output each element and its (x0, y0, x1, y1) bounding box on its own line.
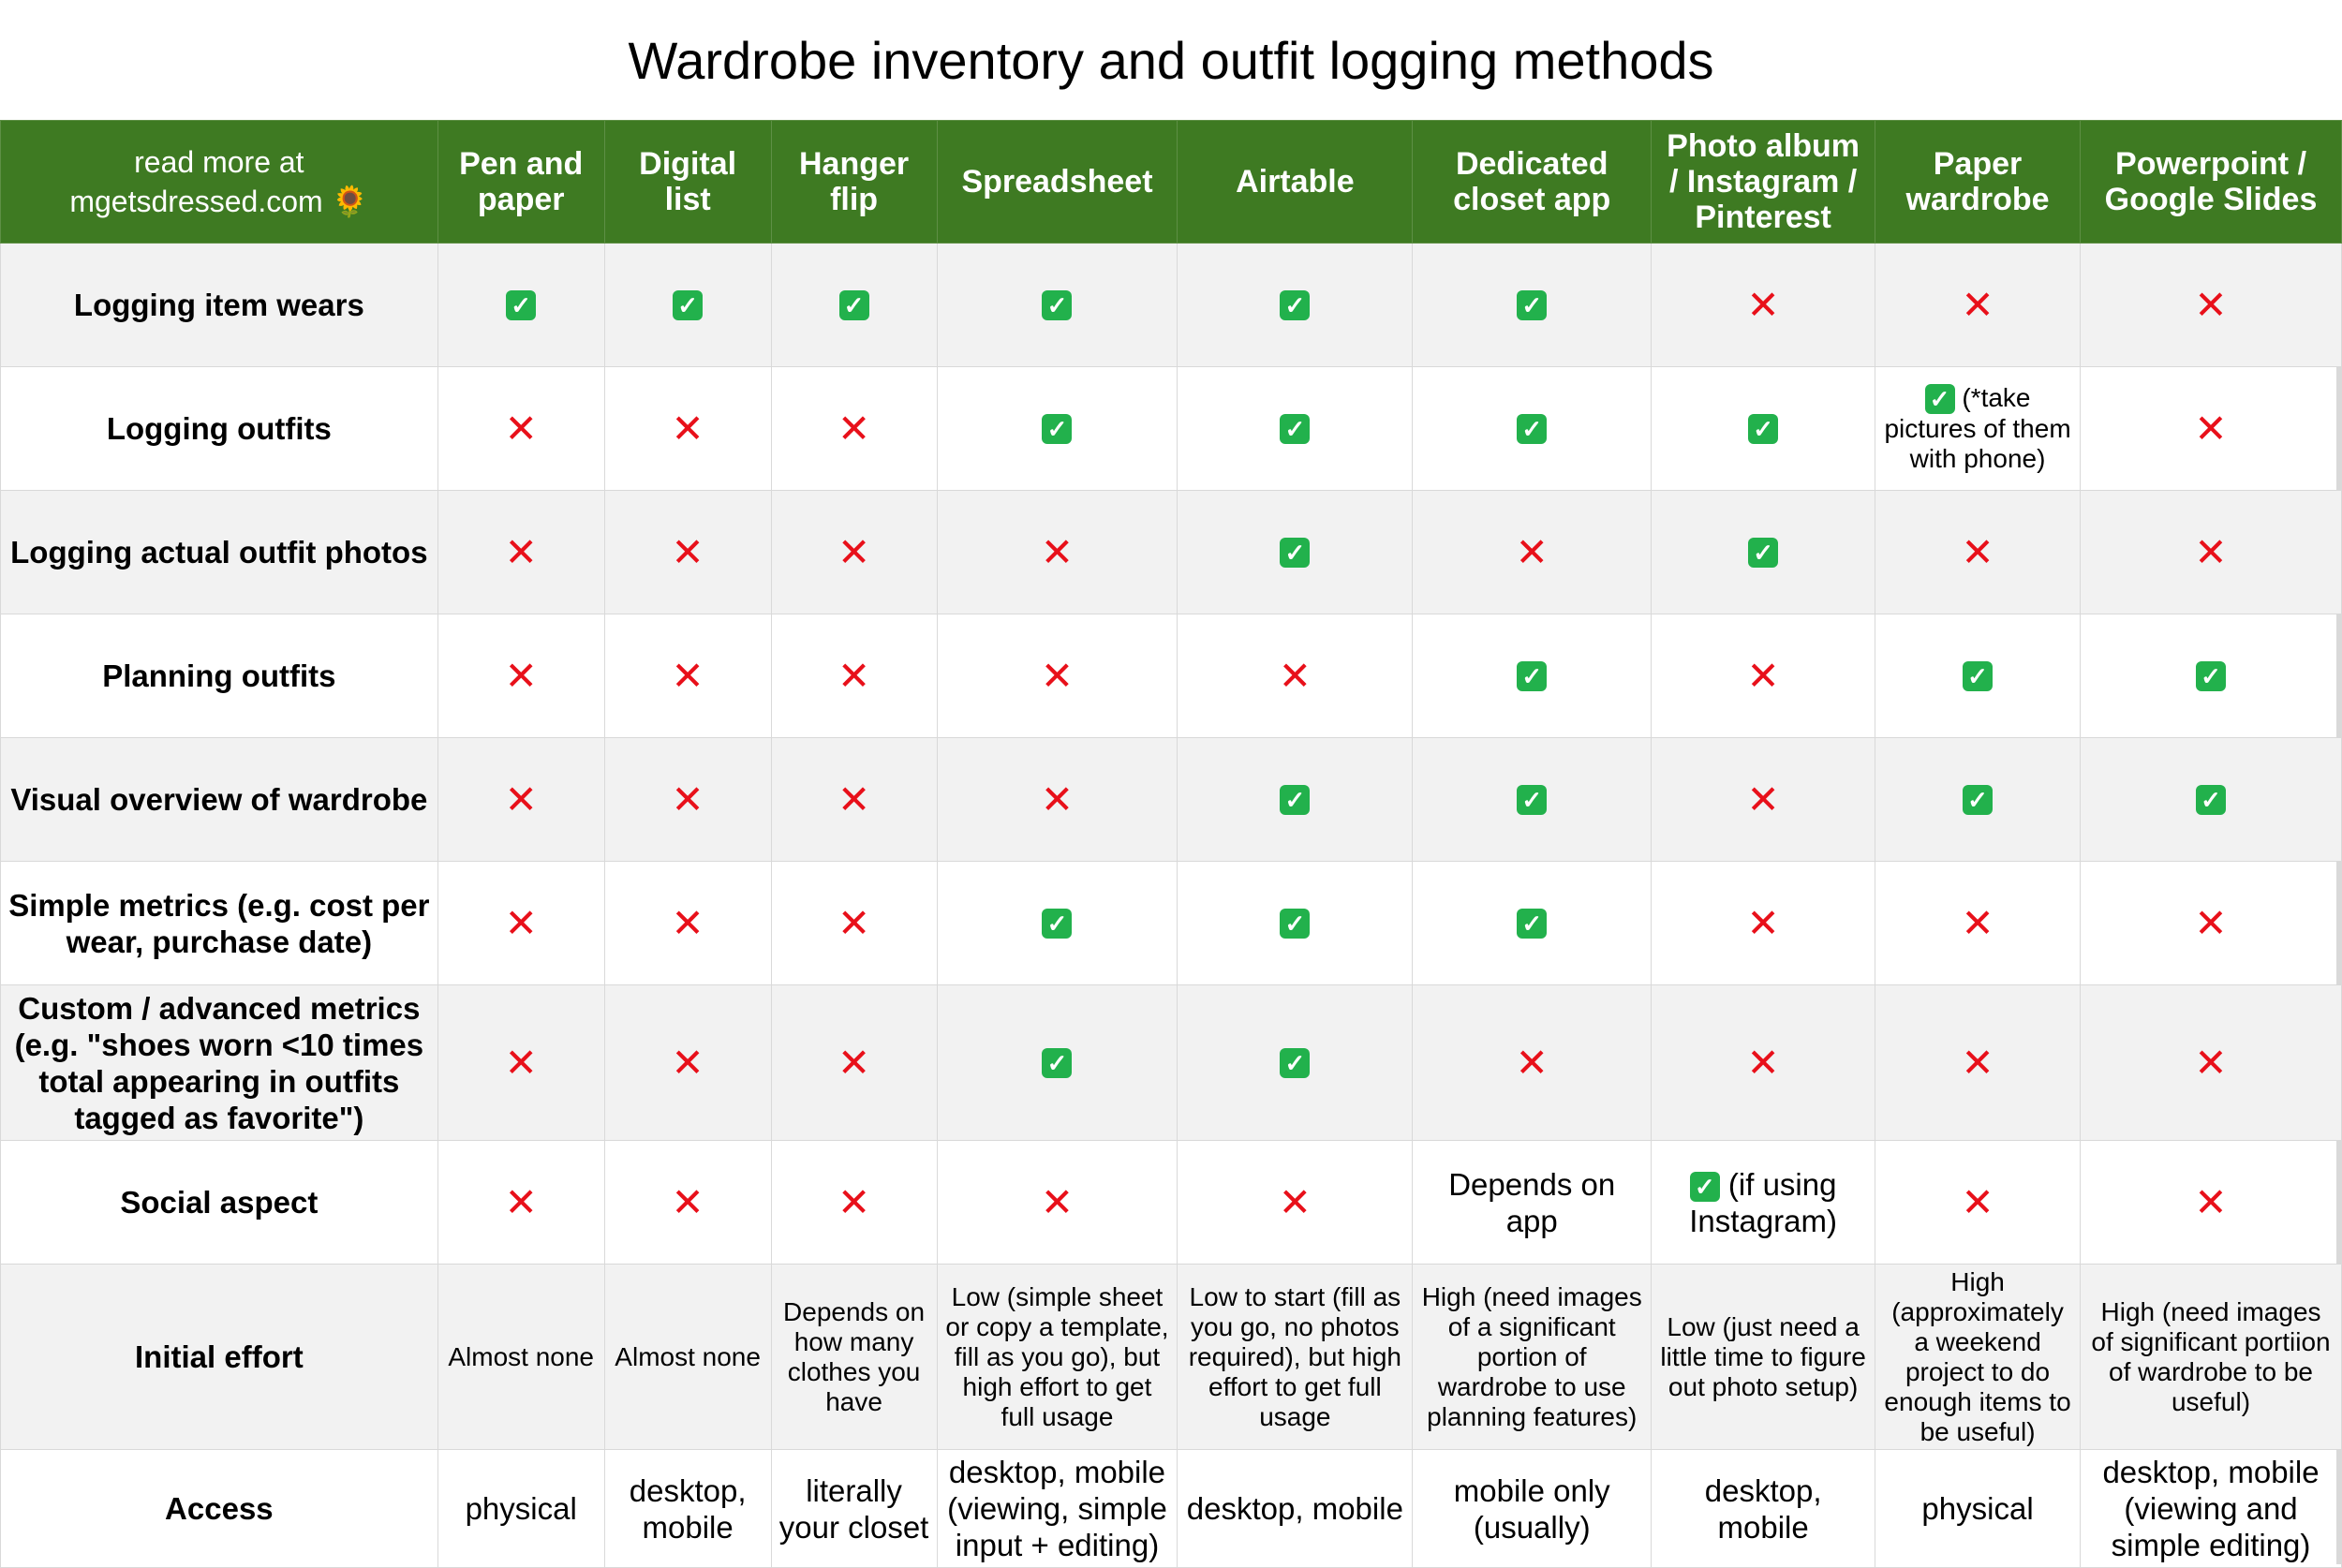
cross-icon: ✕ (1515, 528, 1549, 575)
table-cell[interactable] (1652, 1265, 1875, 1450)
table-cell[interactable] (1875, 1265, 2081, 1450)
cross-icon: ✕ (837, 1039, 871, 1086)
table-cell[interactable] (2081, 1141, 2342, 1265)
table-cell[interactable] (771, 367, 937, 491)
table-cell[interactable] (771, 1265, 937, 1450)
column-header[interactable]: Dedicated closet app (1413, 121, 1652, 244)
table-cell[interactable] (1413, 862, 1652, 985)
cross-icon: ✕ (2194, 899, 2228, 946)
table-row (1, 367, 2342, 491)
checkmark-icon: ✓ (1963, 785, 1993, 815)
effort-text: Low to start (fill as you go, no photos required), but high effort to get full usage (1188, 1281, 1401, 1431)
table-cell[interactable] (437, 491, 604, 614)
table-cell[interactable] (1413, 738, 1652, 862)
table-cell[interactable] (604, 244, 771, 367)
checkmark-icon: ✓ (1042, 414, 1072, 444)
cross-icon: ✕ (504, 1178, 538, 1225)
cross-icon: ✕ (1278, 652, 1312, 699)
cross-icon: ✕ (837, 899, 871, 946)
row-label: Custom / advanced metrics (e.g. "shoes worn <10 times total appearing in outfits tagged as favorite") (1, 985, 438, 1141)
cross-icon: ✕ (504, 528, 538, 575)
checkmark-icon: ✓ (1280, 290, 1310, 320)
column-header[interactable]: Spreadsheet (937, 121, 1178, 244)
table-cell[interactable] (604, 614, 771, 738)
table-cell[interactable] (771, 614, 937, 738)
cross-icon: ✕ (1961, 528, 1994, 575)
effort-text: Low (just need a little time to figure out photo setup) (1660, 1311, 1866, 1401)
checkmark-icon: ✓ (1690, 1172, 1720, 1202)
table-cell[interactable] (1875, 367, 2081, 491)
table-cell[interactable] (1413, 367, 1652, 491)
table-cell[interactable] (1875, 1141, 2081, 1265)
table-cell[interactable] (1875, 862, 2081, 985)
cross-icon: ✕ (504, 652, 538, 699)
table-cell[interactable] (2081, 367, 2342, 491)
table-row (1, 738, 2342, 862)
column-header[interactable]: Powerpoint / Google Slides (2081, 121, 2342, 244)
table-cell[interactable] (1178, 244, 1413, 367)
table-cell[interactable] (1413, 614, 1652, 738)
sunflower-icon: 🌻 (331, 184, 369, 219)
cross-icon: ✕ (671, 652, 704, 699)
checkmark-icon: ✓ (1517, 785, 1547, 815)
cross-icon: ✕ (671, 528, 704, 575)
checkmark-icon: ✓ (2196, 661, 2226, 691)
checkmark-icon: ✓ (1042, 1048, 1072, 1078)
effort-text: High (need images of a significant portion of wardrobe to use planning features) (1421, 1281, 1642, 1431)
cross-icon: ✕ (504, 405, 538, 451)
table-cell[interactable] (1413, 1265, 1652, 1450)
cell-note: (if using Instagram) (1689, 1166, 1837, 1238)
table-cell[interactable] (437, 738, 604, 862)
table-cell[interactable] (1652, 614, 1875, 738)
table-cell[interactable] (604, 738, 771, 862)
table-cell[interactable] (1875, 1450, 2081, 1568)
column-header[interactable]: Paper wardrobe (1875, 121, 2081, 244)
table-cell[interactable] (2081, 244, 2342, 367)
access-text: desktop, mobile (1704, 1472, 1822, 1545)
table-cell[interactable] (1652, 862, 1875, 985)
cross-icon: ✕ (671, 1039, 704, 1086)
table-cell[interactable] (937, 738, 1178, 862)
checkmark-icon: ✓ (1517, 290, 1547, 320)
table-cell[interactable] (771, 244, 937, 367)
access-text: literally your closet (778, 1472, 929, 1545)
checkmark-icon: ✓ (2196, 785, 2226, 815)
access-text: desktop, mobile (viewing and simple editing) (2102, 1455, 2320, 1562)
row-label: Logging outfits (1, 367, 438, 491)
table-cell[interactable] (1413, 1450, 1652, 1568)
table-cell[interactable] (604, 1265, 771, 1450)
access-text: desktop, mobile (629, 1472, 747, 1545)
table-cell[interactable] (437, 1450, 604, 1568)
table-cell[interactable] (1178, 614, 1413, 738)
cross-icon: ✕ (1278, 1178, 1312, 1225)
access-text: physical (1921, 1491, 2034, 1526)
table-cell[interactable] (937, 367, 1178, 491)
cross-icon: ✕ (837, 405, 871, 451)
checkmark-icon: ✓ (1042, 290, 1072, 320)
cross-icon: ✕ (2194, 405, 2228, 451)
read-more-cell[interactable] (1, 121, 438, 244)
table-cell[interactable] (1652, 738, 1875, 862)
cross-icon: ✕ (671, 776, 704, 822)
table-cell[interactable] (1178, 1265, 1413, 1450)
access-text: physical (465, 1491, 577, 1526)
table-cell[interactable] (2081, 1450, 2342, 1568)
cross-icon: ✕ (504, 1039, 538, 1086)
table-cell[interactable] (771, 1141, 937, 1265)
table-cell[interactable] (437, 244, 604, 367)
table-cell[interactable] (1413, 244, 1652, 367)
cross-icon: ✕ (1961, 1039, 1994, 1086)
table-row (1, 1141, 2342, 1265)
table-cell[interactable] (1178, 491, 1413, 614)
table-cell[interactable] (1178, 367, 1413, 491)
table-cell[interactable] (437, 985, 604, 1141)
table-cell[interactable] (2081, 614, 2342, 738)
read-more-label: read more at (134, 145, 304, 179)
table-cell[interactable] (2081, 491, 2342, 614)
checkmark-icon: ✓ (1517, 909, 1547, 939)
cell-note: (*take pictures of them with phone) (1884, 382, 2071, 474)
table-cell[interactable] (1875, 738, 2081, 862)
cross-icon: ✕ (1040, 1178, 1075, 1225)
table-cell[interactable] (771, 1450, 937, 1568)
table-cell[interactable] (1875, 985, 2081, 1141)
cross-icon: ✕ (837, 1178, 871, 1225)
effort-text: Almost none (448, 1341, 594, 1371)
cell-text: Depends on app (1448, 1166, 1616, 1238)
access-text: mobile only (usually) (1453, 1472, 1610, 1545)
effort-text: High (approximately a weekend project to do enough items to be useful) (1884, 1266, 2071, 1446)
table-cell[interactable] (1875, 244, 2081, 367)
cross-icon: ✕ (2194, 281, 2228, 328)
table-cell[interactable] (1413, 1141, 1652, 1265)
cross-icon: ✕ (1961, 281, 1994, 328)
table-cell[interactable] (1875, 614, 2081, 738)
cross-icon: ✕ (1040, 776, 1075, 822)
checkmark-icon: ✓ (1042, 909, 1072, 939)
table-cell[interactable] (604, 1141, 771, 1265)
checkmark-icon: ✓ (673, 290, 703, 320)
row-label: Logging actual outfit photos (1, 491, 438, 614)
column-header[interactable]: Digital list (604, 121, 771, 244)
access-text: desktop, mobile (viewing, simple input + editing) (947, 1455, 1167, 1562)
cross-icon: ✕ (837, 776, 871, 822)
table-cell[interactable] (937, 614, 1178, 738)
table-cell[interactable] (771, 985, 937, 1141)
table-cell[interactable] (2081, 1265, 2342, 1450)
table-row (1, 614, 2342, 738)
table-cell[interactable] (1178, 1450, 1413, 1568)
cross-icon: ✕ (1040, 528, 1075, 575)
effort-text: High (need images of significant portiion of wardrobe to be useful) (2091, 1296, 2331, 1416)
table-cell[interactable] (771, 738, 937, 862)
table-cell[interactable] (437, 1265, 604, 1450)
site-link-text[interactable]: mgetsdressed.com (69, 185, 323, 218)
table-cell[interactable] (604, 985, 771, 1141)
checkmark-icon: ✓ (1280, 785, 1310, 815)
checkmark-icon: ✓ (1517, 414, 1547, 444)
table-cell[interactable] (2081, 862, 2342, 985)
table-cell[interactable] (1652, 1450, 1875, 1568)
effort-text: Low (simple sheet or copy a template, fill as you go), but high effort to get full usage (945, 1281, 1169, 1431)
table-cell[interactable] (1652, 491, 1875, 614)
table-cell[interactable] (604, 1450, 771, 1568)
comparison-table (0, 120, 2342, 1568)
row-label: Simple metrics (e.g. cost per wear, purchase date) (1, 862, 438, 985)
cross-icon: ✕ (1515, 1039, 1549, 1086)
column-header[interactable]: Photo album / Instagram / Pinterest (1652, 121, 1875, 244)
table-cell[interactable] (937, 862, 1178, 985)
column-header[interactable]: Pen and paper (437, 121, 604, 244)
checkmark-icon: ✓ (1925, 384, 1955, 414)
table-cell[interactable] (1652, 244, 1875, 367)
table-cell[interactable] (771, 491, 937, 614)
table-cell[interactable] (437, 1141, 604, 1265)
table-row (1, 244, 2342, 367)
row-label: Logging item wears (1, 244, 438, 367)
cross-icon: ✕ (504, 899, 538, 946)
cross-icon: ✕ (837, 528, 871, 575)
cross-icon: ✕ (671, 1178, 704, 1225)
table-cell[interactable] (771, 862, 937, 985)
table-cell[interactable] (2081, 738, 2342, 862)
table-cell[interactable] (1178, 862, 1413, 985)
checkmark-icon: ✓ (1280, 909, 1310, 939)
checkmark-icon: ✓ (1963, 661, 1993, 691)
column-header[interactable]: Hanger flip (771, 121, 937, 244)
table-cell[interactable] (2081, 985, 2342, 1141)
table-cell[interactable] (937, 1141, 1178, 1265)
row-label: Initial effort (1, 1265, 438, 1450)
table-cell[interactable] (1178, 985, 1413, 1141)
checkmark-icon: ✓ (1280, 414, 1310, 444)
cross-icon: ✕ (1961, 899, 1994, 946)
header-row (1, 121, 2342, 244)
table-cell[interactable] (604, 367, 771, 491)
table-cell[interactable] (1652, 1141, 1875, 1265)
row-label: Planning outfits (1, 614, 438, 738)
checkmark-icon: ✓ (839, 290, 869, 320)
read-more-link[interactable] (8, 182, 430, 221)
cross-icon: ✕ (1746, 281, 1780, 328)
table-row-access (1, 1450, 2342, 1568)
row-label: Social aspect (1, 1141, 438, 1265)
cross-icon: ✕ (1746, 652, 1780, 699)
cross-icon: ✕ (504, 776, 538, 822)
row-label: Visual overview of wardrobe (1, 738, 438, 862)
checkmark-icon: ✓ (506, 290, 536, 320)
table-row (1, 985, 2342, 1141)
table-cell[interactable] (437, 367, 604, 491)
checkmark-icon: ✓ (1280, 1048, 1310, 1078)
cross-icon: ✕ (1746, 899, 1780, 946)
cross-icon: ✕ (671, 405, 704, 451)
checkmark-icon: ✓ (1748, 538, 1778, 568)
checkmark-icon: ✓ (1748, 414, 1778, 444)
table-cell[interactable] (1652, 367, 1875, 491)
cross-icon: ✕ (2194, 1178, 2228, 1225)
table-cell[interactable] (937, 491, 1178, 614)
access-text: desktop, mobile (1186, 1491, 1403, 1526)
cross-icon: ✕ (2194, 1039, 2228, 1086)
table-cell[interactable] (1413, 491, 1652, 614)
table-cell[interactable] (604, 862, 771, 985)
cross-icon: ✕ (2194, 528, 2228, 575)
table-cell[interactable] (1178, 1141, 1413, 1265)
table-cell[interactable] (1875, 491, 2081, 614)
cross-icon: ✕ (1961, 1178, 1994, 1225)
checkmark-icon: ✓ (1517, 661, 1547, 691)
effort-text: Depends on how many clothes you have (783, 1296, 926, 1416)
table-cell[interactable] (937, 985, 1178, 1141)
table-cell[interactable] (604, 491, 771, 614)
cross-icon: ✕ (671, 899, 704, 946)
table-cell[interactable] (937, 1265, 1178, 1450)
sheet-title: Wardrobe inventory and outfit logging methods (628, 30, 1714, 90)
cross-icon: ✕ (1746, 776, 1780, 822)
row-label: Access (1, 1450, 438, 1568)
cross-icon: ✕ (1746, 1039, 1780, 1086)
table-cell[interactable] (1652, 985, 1875, 1141)
table-cell[interactable] (937, 1450, 1178, 1568)
table-cell[interactable] (437, 614, 604, 738)
table-row (1, 491, 2342, 614)
effort-text: Almost none (615, 1341, 761, 1371)
column-header[interactable]: Airtable (1178, 121, 1413, 244)
table-cell[interactable] (937, 244, 1178, 367)
table-cell[interactable] (1413, 985, 1652, 1141)
cross-icon: ✕ (837, 652, 871, 699)
table-cell[interactable] (1178, 738, 1413, 862)
table-cell[interactable] (437, 862, 604, 985)
checkmark-icon: ✓ (1280, 538, 1310, 568)
table-row (1, 862, 2342, 985)
cross-icon: ✕ (1040, 652, 1075, 699)
table-row-initial-effort (1, 1265, 2342, 1450)
